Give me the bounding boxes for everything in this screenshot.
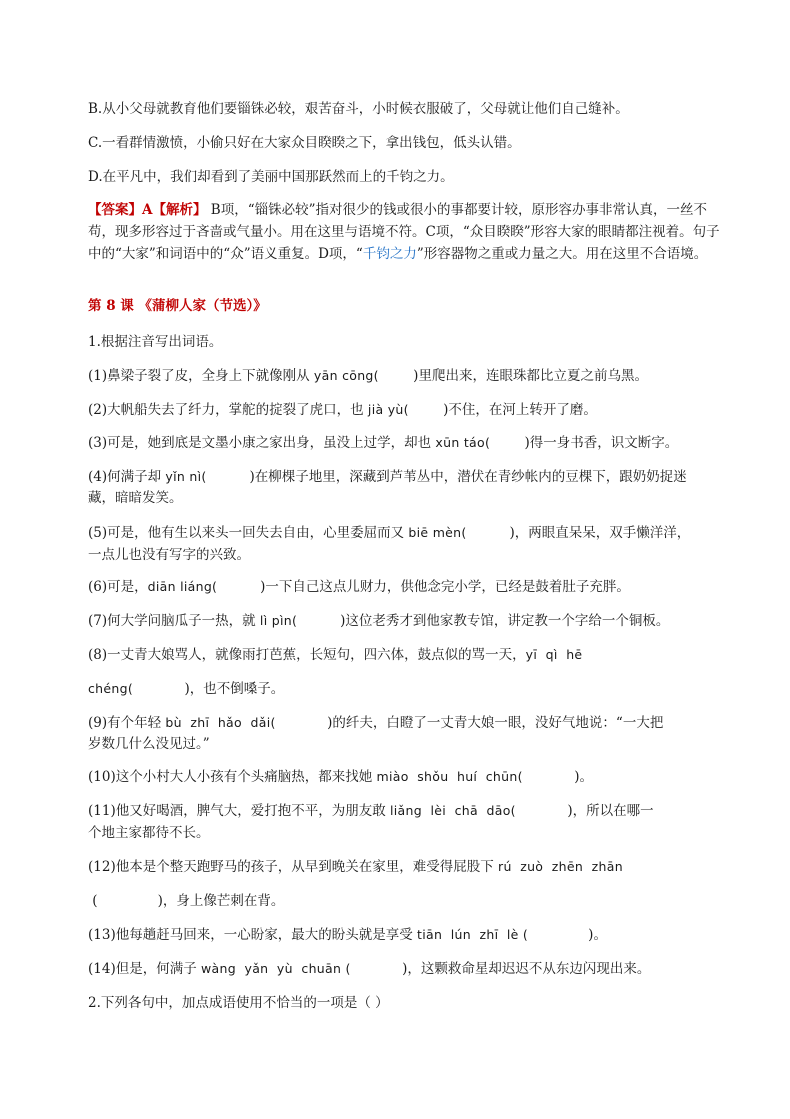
q1-item-11-cont: 个地主家都待不长。 xyxy=(88,825,210,841)
q1-item-1: (1)鼻梁子裂了皮，全身上下就像刚从 yān cōng( )里爬出来，连眼珠都比立夏之前乌黑。 xyxy=(88,368,648,384)
answer-highlight: 千钧之力 xyxy=(362,246,417,262)
answer-text-1: B项，“锱铢必较”指对很少的钱或很小的事都要计较，原形容办事非常认真，一丝不苟，现多形容过于吝啬或气量小。用在这里与语境不符。C项，“众目睽睽”形容大家的眼睛都注视着。句子中的“大家”和词语中的“众”语义重复。D项，“ xyxy=(88,202,720,262)
answer-text-2: ”形容器物之重或力量之大。用在这里不合语境。 xyxy=(416,246,708,262)
answer-block xyxy=(88,199,728,265)
q1-item-2: (2)大帆船失去了纤力，掌舵的掟裂了虎口，也 jià yù( )不住，在河上转开了磨。 xyxy=(88,402,597,418)
q1-title: 1.根据注音写出词语。 xyxy=(88,334,223,350)
q1-item-8-cont: chéng( )，也不倒嗓子。 xyxy=(88,681,285,697)
q1-item-9-cont: 岁数几什么没见过。” xyxy=(88,736,210,752)
option-b: B.从小父母就教育他们要锱铢必较，艰苦奋斗，小时候衣服破了，父母就让他们自己缝补。 xyxy=(88,101,629,117)
q1-item-7: (7)何大学问脑瓜子一热，就 lì pìn( )这位老秀才到他家教专馆，讲定教一个字给一个铜板。 xyxy=(88,613,670,629)
q1-item-13: (13)他每趟赶马回来，一心盼家，最大的盼头就是享受 tiān lún zhī lè ( )。 xyxy=(88,927,607,943)
q1-item-8: (8)一丈青大娘骂人，就像雨打芭蕉，长短句，四六体，鼓点似的骂一天，yī qì hē xyxy=(88,647,583,663)
q1-item-5-cont: 一点儿也没有写字的兴致。 xyxy=(88,547,250,563)
q1-item-12: (12)他本是个整天跑野马的孩子，从早到晚关在家里，难受得屁股下 rú zuò zhēn zhān xyxy=(88,859,623,875)
q1-item-4-cont: 藏，暗暗发笑。 xyxy=(88,490,183,506)
q1-item-5: (5)可是，他有生以来头一回失去自由，心里委屈而又 biē mèn( )，两眼直呆呆，双手懒洋洋， xyxy=(88,525,691,541)
lesson-title: 第 8 课 《蒲柳人家（节选）》 xyxy=(88,298,267,314)
q2-title: 2.下列各句中，加点成语使用不恰当的一项是（ ） xyxy=(88,995,389,1011)
option-c: C.一看群情激愤，小偷只好在大家众目睽睽之下，拿出钱包，低头认错。 xyxy=(88,135,521,151)
option-d: D.在平凡中，我们却看到了美丽中国那跃然而上的千钧之力。 xyxy=(88,169,454,185)
q1-item-12-cont: ( )，身上像芒刺在背。 xyxy=(88,893,285,909)
q1-item-3: (3)可是，她到底是文墨小康之家出身，虽没上过学，却也 xūn táo( )得一身书香，识文断字。 xyxy=(88,435,679,451)
q1-item-4: (4)何满子却 yǐn nì( )在柳棵子地里，深藏到芦苇丛中，潜伏在青纱帐内的豆棵下，跟奶奶捉迷 xyxy=(88,469,687,485)
q1-item-11: (11)他又好喝酒，脾气大，爱打抱不平，为朋友敢 liǎng lèi chā dāo( )，所以在哪一 xyxy=(88,803,654,819)
q1-item-6: (6)可是，diān liáng( )一下自己这点儿财力，供他念完小学，已经是鼓着肚子充胖。 xyxy=(88,579,630,595)
q1-item-9: (9)有个年轻 bù zhī hǎo dǎi( )的纤夫，白瞪了一丈青大娘一眼，没好气地说：“一大把 xyxy=(88,715,664,731)
answer-label: 【答案】A【解析】 xyxy=(88,202,207,218)
q1-item-10: (10)这个小村大人小孩有个头痛脑热，都来找她 miào shǒu huí chūn( )。 xyxy=(88,769,594,785)
q1-item-14: (14)但是，何满子 wàng yǎn yù chuān ( )，这颗救命星却迟迟不从东边闪现出来。 xyxy=(88,961,651,977)
